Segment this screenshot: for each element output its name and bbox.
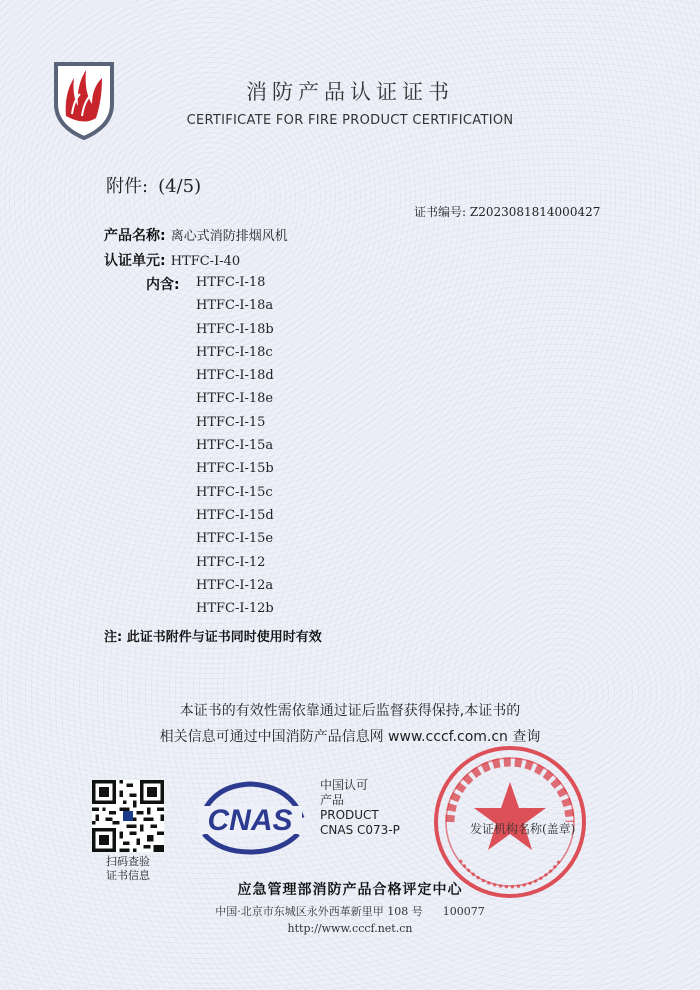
certification-unit-row [104,250,240,270]
postcode: 100077 [442,905,485,918]
validity-line-2: 相关信息可通过中国消防产品信息网 www.cccf.com.cn 查询 [159,729,541,745]
product-name-value: 离心式消防排烟风机 [170,229,288,244]
address-text: 中国·北京市东城区永外西革新里甲 108 号 [215,905,423,918]
validity-statement [0,698,700,750]
model-item: HTFC-I-15b [196,461,274,477]
issuer-address [0,903,700,919]
product-name-label: 产品名称: [104,228,166,244]
product-name-row [104,225,288,245]
model-item: HTFC-I-15a [196,438,274,454]
qr-caption-line-2: 证书信息 [106,869,150,882]
issuing-authority: 应急管理部消防产品合格评定中心 [237,882,463,898]
certificate-title: 消防产品认证证书 [246,80,454,104]
issuer-website[interactable]: http://www.cccf.net.cn [287,922,413,935]
model-item: HTFC-I-12 [196,554,266,570]
model-item: HTFC-I-18e [196,391,274,407]
model-item: HTFC-I-18a [196,298,274,314]
cnas-accreditation [320,778,400,838]
model-item: HTFC-I-15e [196,531,274,547]
model-item: HTFC-I-12a [196,577,274,593]
attachment-label: 附件: [106,176,149,197]
model-list [196,275,274,624]
model-item: HTFC-I-15 [196,414,266,430]
cnas-line-4: CNAS C073-P [320,823,400,837]
qr-code[interactable] [92,780,164,852]
model-item: HTFC-I-15c [196,484,273,500]
seal-caption: 发证机构名称(盖章) [470,822,576,836]
cnas-logo [190,778,310,856]
certificate-subtitle: CERTIFICATE FOR FIRE PRODUCT CERTIFICATION [186,113,514,128]
model-item: HTFC-I-12b [196,601,274,617]
model-item: HTFC-I-15d [196,507,274,523]
attachment-line [106,172,201,198]
cnas-line-1: 中国认可 [320,778,369,792]
model-item: HTFC-I-18 [196,275,266,290]
validity-note: 注: 此证书附件与证书同时使用时有效 [104,630,322,645]
validity-line-1: 本证书的有效性需依靠通过证后监督获得保持,本证书的 [179,703,521,719]
certification-unit-value: HTFC-I-40 [170,254,241,269]
cnas-line-2: 产品 [320,793,345,807]
model-item: HTFC-I-18c [196,344,273,360]
cnas-logo-text: CNAS [207,804,293,837]
model-item: HTFC-I-18d [196,368,274,384]
model-item: HTFC-I-18b [196,321,274,337]
certification-unit-label: 认证单元: [104,253,166,269]
cnas-line-3: PRODUCT [320,808,379,822]
certificate-number: 证书编号: Z2023081814000427 [414,205,601,219]
includes-label: 内含: [146,277,180,293]
attachment-page: (4/5) [158,176,202,197]
qr-caption-line-1: 扫码查验 [106,855,150,868]
